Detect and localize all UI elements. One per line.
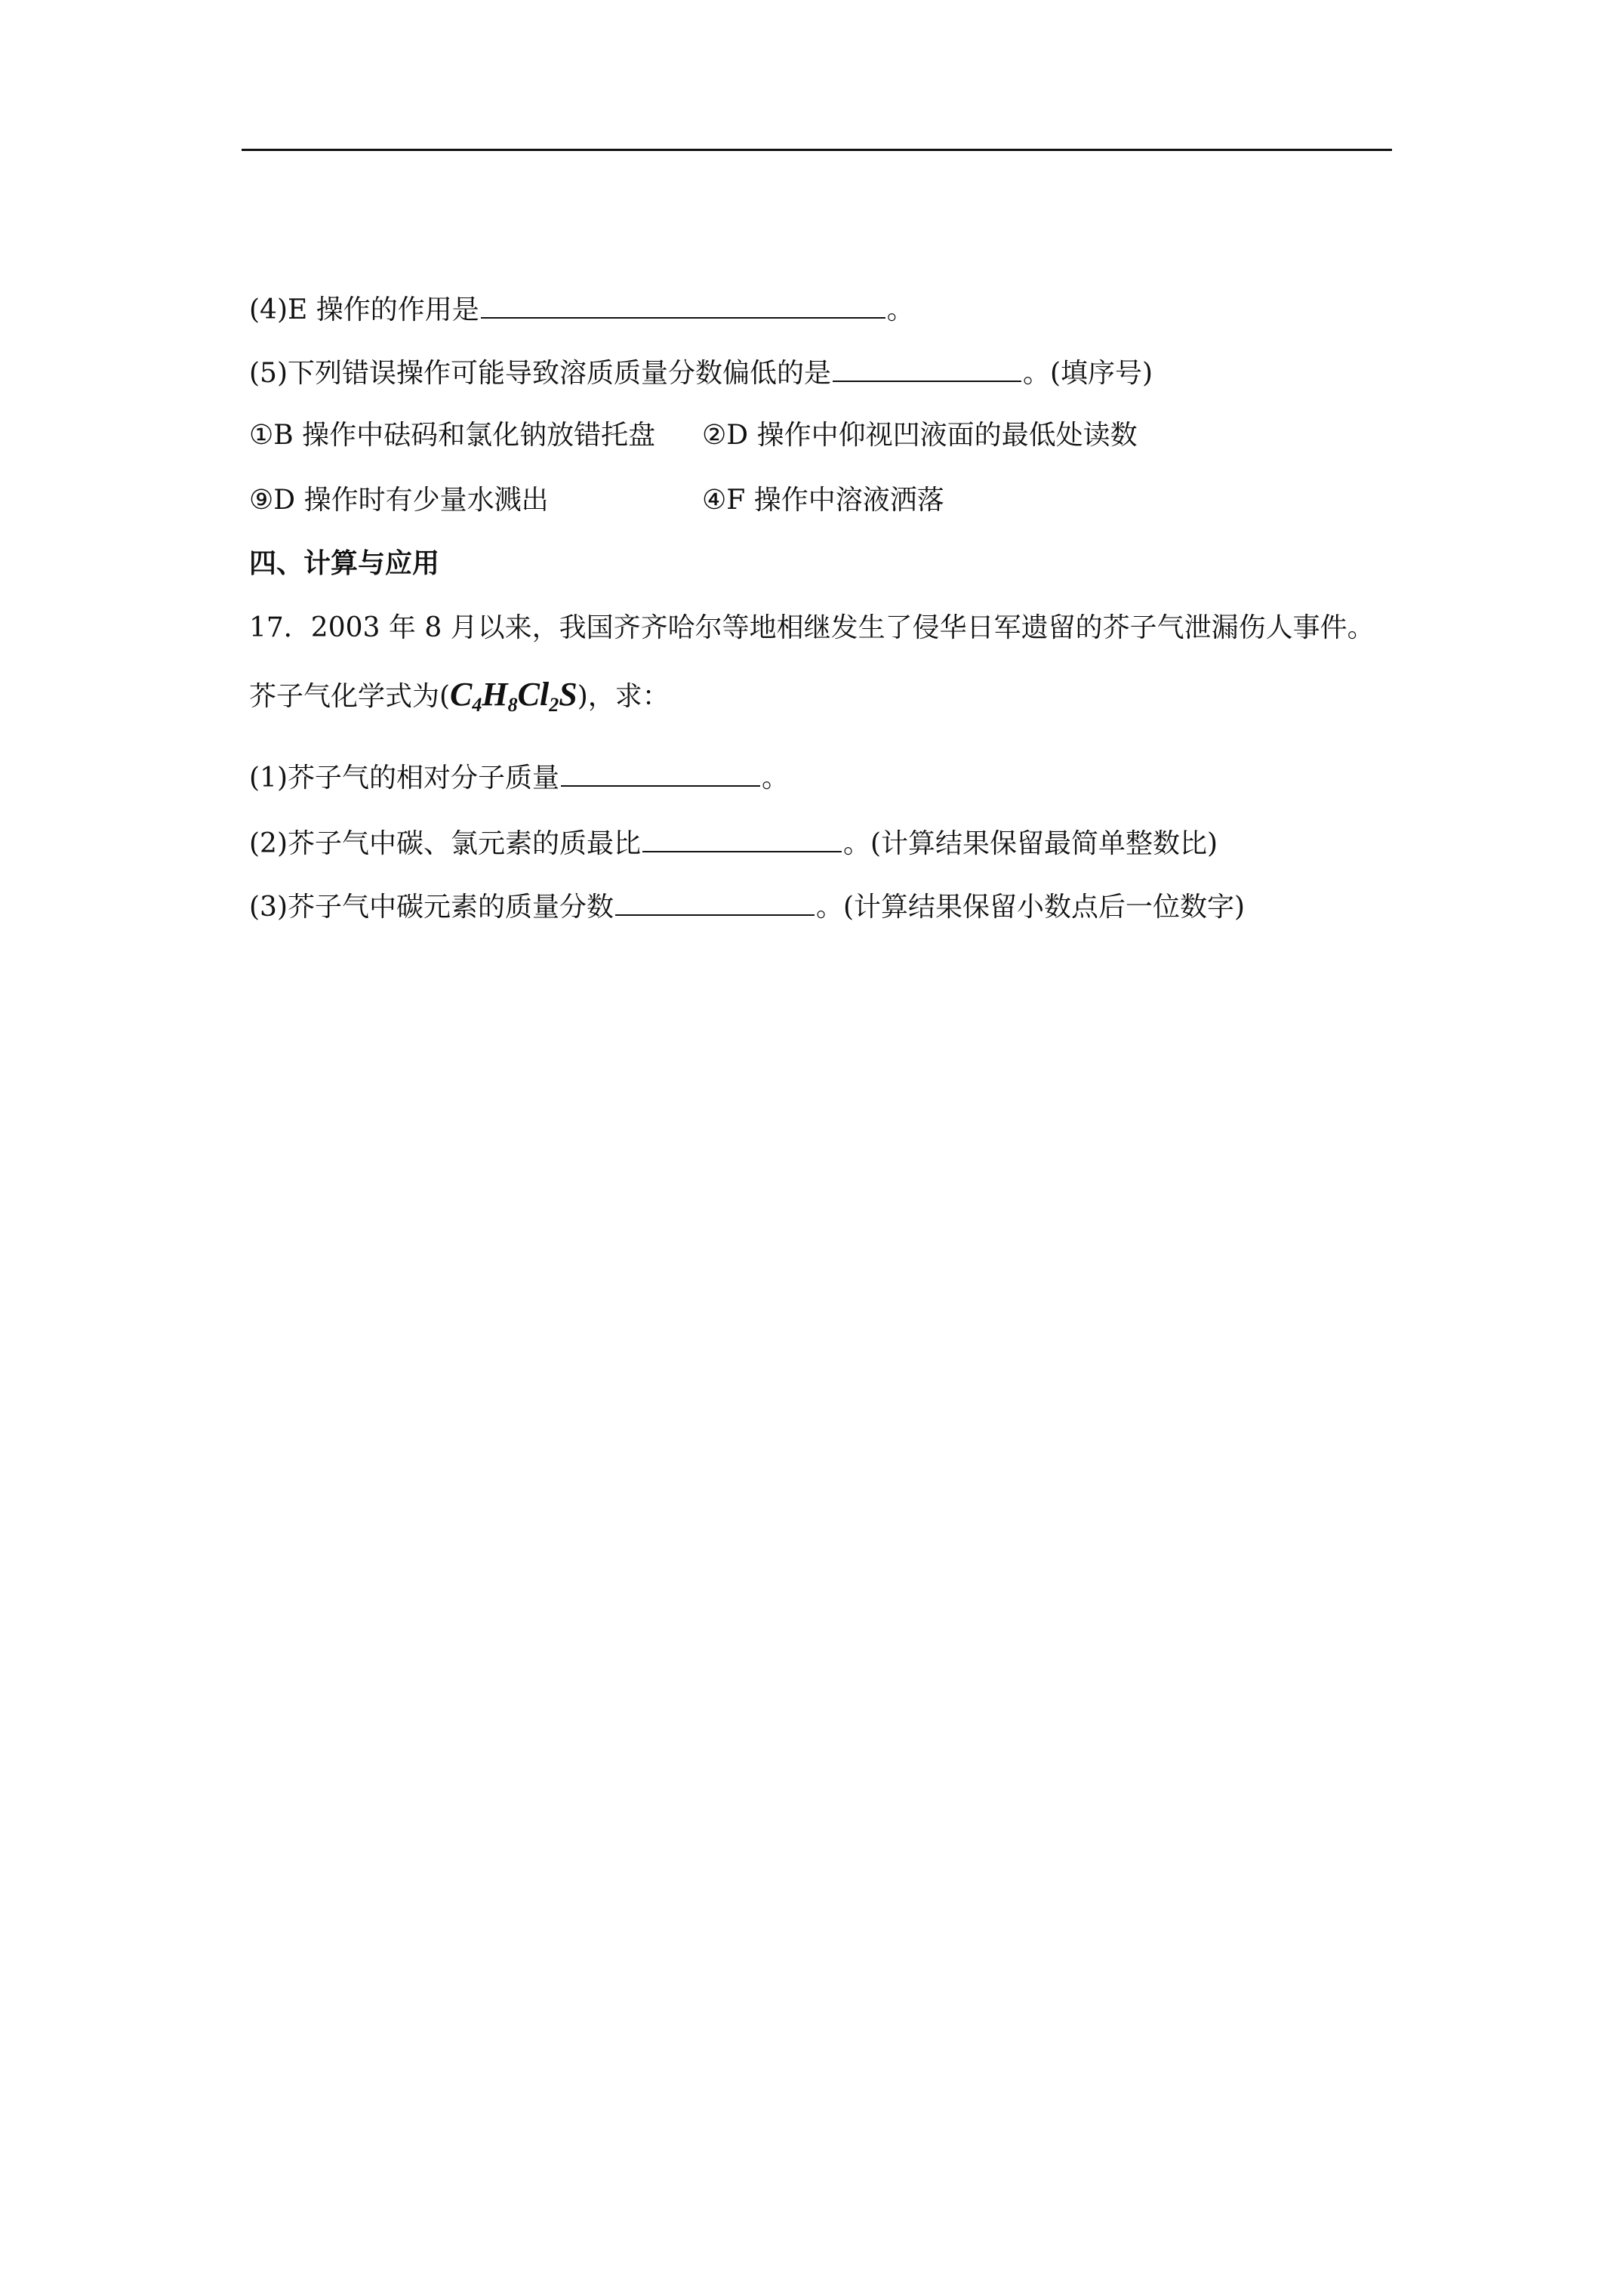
q17-part1: (1)芥子气的相对分子质量 。 [249,760,789,795]
q16-part4: (4)E 操作的作用是 。 [249,291,914,327]
q16-part5: (5)下列错误操作可能导致溶质质量分数偏低的是 。(填序号) [249,355,1153,390]
options-row-1 [249,419,1306,452]
q17-stem: 17．2003 年 8 月以来，我国齐齐哈尔等地相继发生了侵华日军遗留的芥子气泄漏伤人事件。 [249,612,1375,643]
option-2: ②D 操作中仰视凹液面的最低处读数 [702,420,1138,451]
option-3: ⑨D 操作时有少量水溅出 [249,485,549,516]
answer-blank[interactable] [561,760,760,787]
chemical-formula: $C_4H_8Cl_2S$ [450,676,577,716]
q17-formula-line: 芥子气化学式为$(C_4H_8Cl_2S)$，求： [249,676,670,716]
options-row-2 [249,484,1306,517]
q17-part3: (3)芥子气中碳元素的质量分数 。(计算结果保留小数点后一位数字) [249,889,1245,924]
q17-part2: (2)芥子气中碳、氯元素的质最比 。(计算结果保留最简单整数比) [249,825,1218,861]
answer-blank[interactable] [833,355,1021,382]
answer-blank[interactable] [642,825,842,852]
answer-blank[interactable] [481,291,885,319]
option-1: ①B 操作中砝码和氯化钠放错托盘 [249,420,656,451]
header-rule [242,149,1392,151]
answer-blank[interactable] [615,889,815,916]
section-heading: 四、计算与应用 [249,548,440,579]
option-4: ④F 操作中溶液洒落 [702,485,944,516]
